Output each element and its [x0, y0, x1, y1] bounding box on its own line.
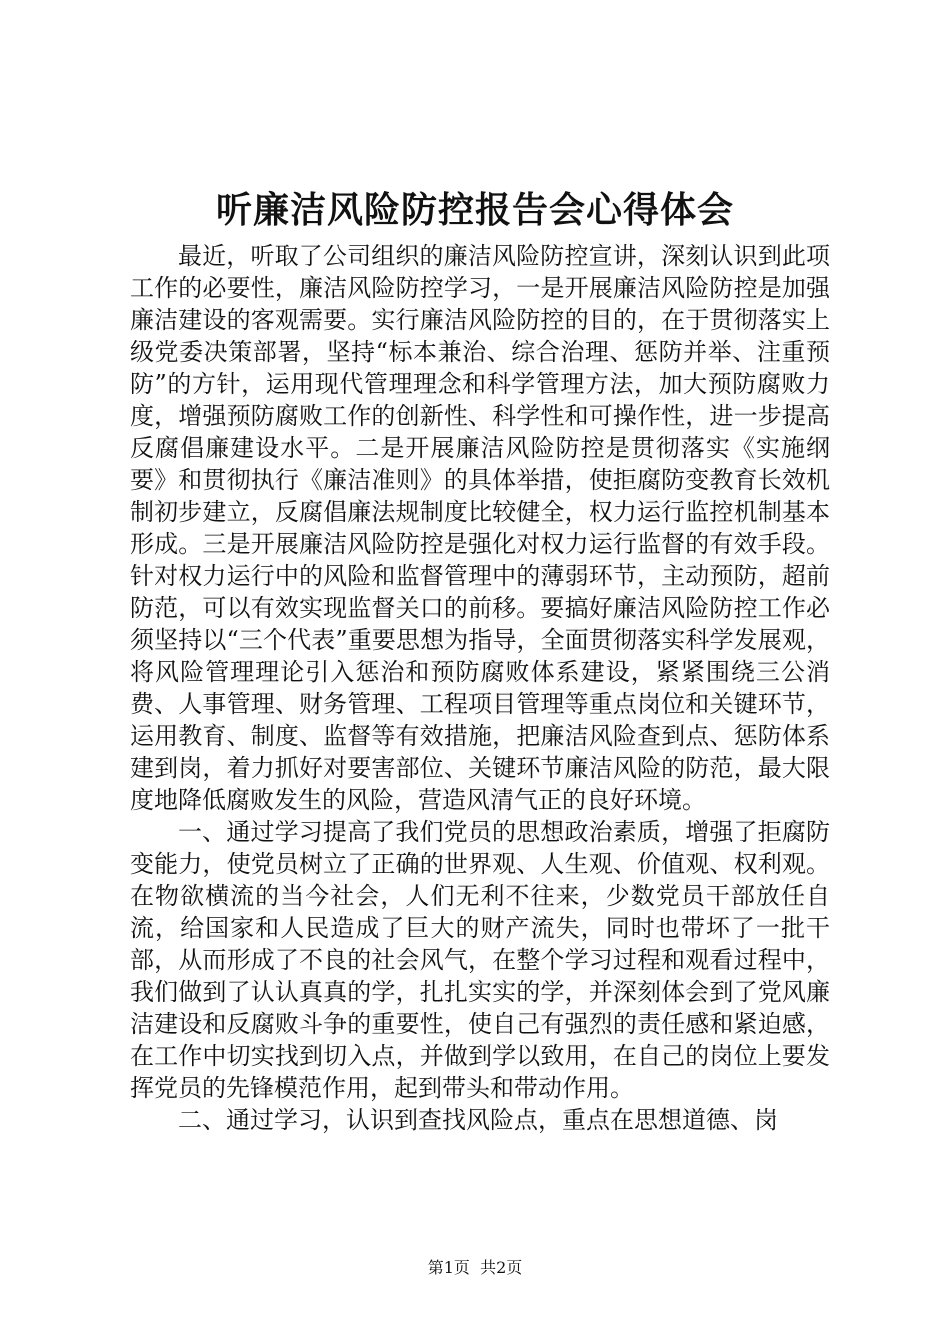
page-number-label: 第1页 共2页 — [427, 1258, 523, 1277]
paragraph-intro: 最近，听取了公司组织的廉洁风险防控宣讲，深刻认识到此项工作的必要性，廉洁风险防控学习，一是开展廉洁风险防控是加强廉洁建设的客观需要。实行廉洁风险防控的目的，在于贯彻落实上级党委决策部署，坚持“标本兼治、综合治理、惩防并举、注重预防”的方针，运用现代管理理念和科学管理方法，加大预防腐败力度，增强预防腐败工作的创新性、科学性和可操作性，进一步提高反腐倡廉建设水平。二是开展廉洁风险防控是贯彻落实《实施纲要》和贯彻执行《廉洁准则》的具体举措，使拒腐防变教育长效机制初步建立，反腐倡廉法规制度比较健全，权力运行监控机制基本形成。三是开展廉洁风险防控是强化对权力运行监督的有效手段。针对权力运行中的风险和监督管理中的薄弱环节，主动预防，超前防范，可以有效实现监督关口的前移。要搞好廉洁风险防控工作必须坚持以“三个代表”重要思想为指导，全面贯彻落实科学发展观，将风险管理理论引入惩治和预防腐败体系建设，紧紧围绕三公消费、人事管理、财务管理、工程项目管理等重点岗位和关键环节，运用教育、制度、监督等有效措施，把廉洁风险查到点、惩防体系建到岗，着力抓好对要害部位、关键环节廉洁风险的防范，最大限度地降低腐败发生的风险，营造风清气正的良好环境。 — [130, 242, 830, 814]
document-body — [130, 240, 830, 1136]
paragraph-point-two: 二、通过学习，认识到查找风险点，重点在思想道德、岗 — [178, 1106, 778, 1134]
page-footer — [0, 1258, 950, 1278]
document-title: 听廉洁风险防控报告会心得体会 — [215, 189, 734, 231]
paragraph-point-one: 一、通过学习提高了我们党员的思想政治素质，增强了拒腐防变能力，使党员树立了正确的世界观、人生观、价值观、权利观。在物欲横流的当今社会，人们无利不往来，少数党员干部放任自流，给国家和人民造成了巨大的财产流失，同时也带坏了一批干部，从而形成了不良的社会风气，在整个学习过程和观看过程中，我们做到了认认真真的学，扎扎实实的学，并深刻体会到了党风廉洁建设和反腐败斗争的重要性，使自己有强烈的责任感和紧迫感，在工作中切实找到切入点，并做到学以致用，在自己的岗位上要发挥党员的先锋模范作用，起到带头和带动作用。 — [130, 818, 830, 1102]
